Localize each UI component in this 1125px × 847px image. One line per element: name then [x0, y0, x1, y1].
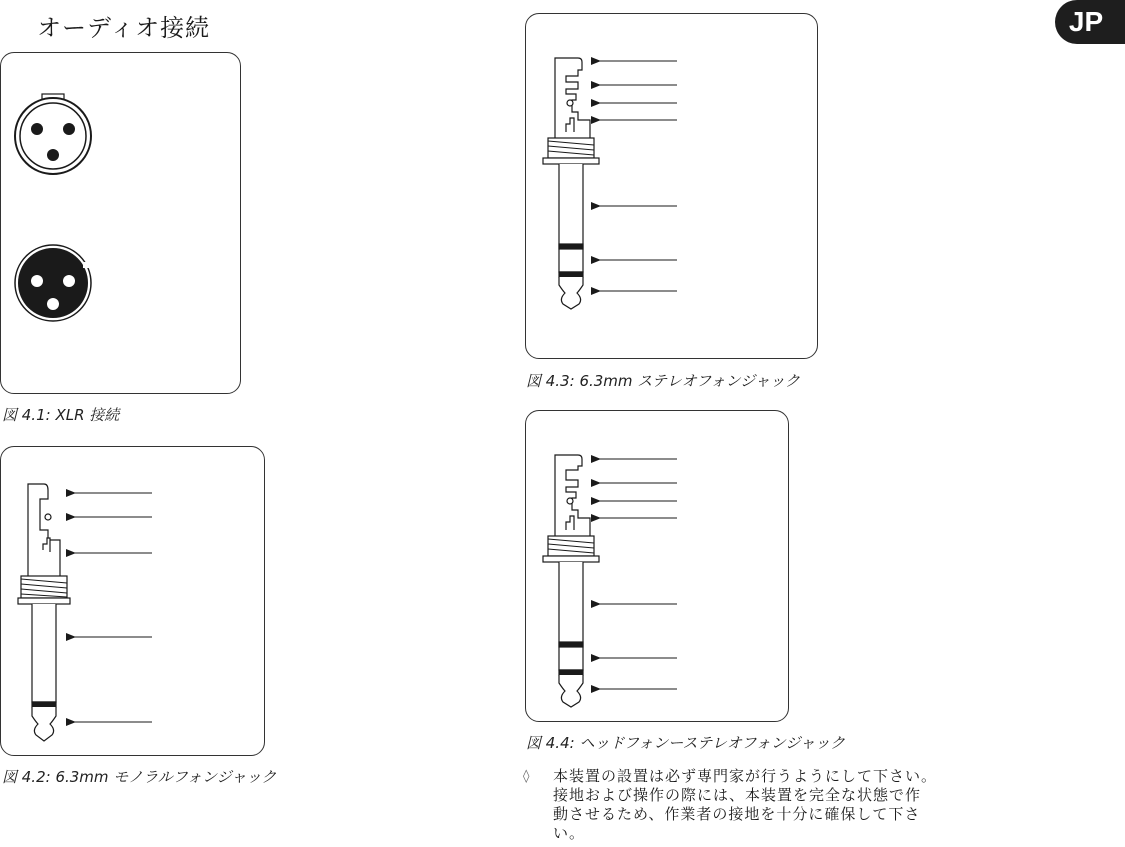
- headphone-jack-plug-icon: [543, 455, 599, 707]
- figure-4-1-caption: 図 4.1: XLR 接続: [2, 406, 120, 424]
- figure-4-3-caption: 図 4.3: 6.3mm ステレオフォンジャック: [526, 372, 800, 390]
- headphone-jack-arrows: [599, 459, 677, 689]
- mono-jack-plug-icon: [18, 484, 70, 741]
- stereo-jack-arrows: [599, 61, 677, 291]
- mono-jack-arrows: [74, 493, 152, 722]
- safety-note: [523, 767, 983, 843]
- safety-note-text: 本装置の設置は必ず専門家が行うようにして下さい。 接地および操作の際には、本装置を完全な状態で作 動させるため、作業者の接地を十分に確保して下さ い。: [553, 767, 938, 842]
- xlr-female-connector-icon: [15, 94, 91, 174]
- page-title: オーディオ接続: [37, 14, 211, 42]
- xlr-male-connector-icon: [15, 245, 91, 321]
- figure-4-2-caption: 図 4.2: 6.3mm モノラルフォンジャック: [2, 768, 277, 786]
- diamond-outline-icon: ◊: [523, 769, 531, 784]
- stereo-jack-plug-icon: [543, 58, 599, 309]
- figure-4-4-caption: 図 4.4: ヘッドフォンーステレオフォンジャック: [526, 734, 846, 752]
- language-badge: JP: [1055, 0, 1125, 44]
